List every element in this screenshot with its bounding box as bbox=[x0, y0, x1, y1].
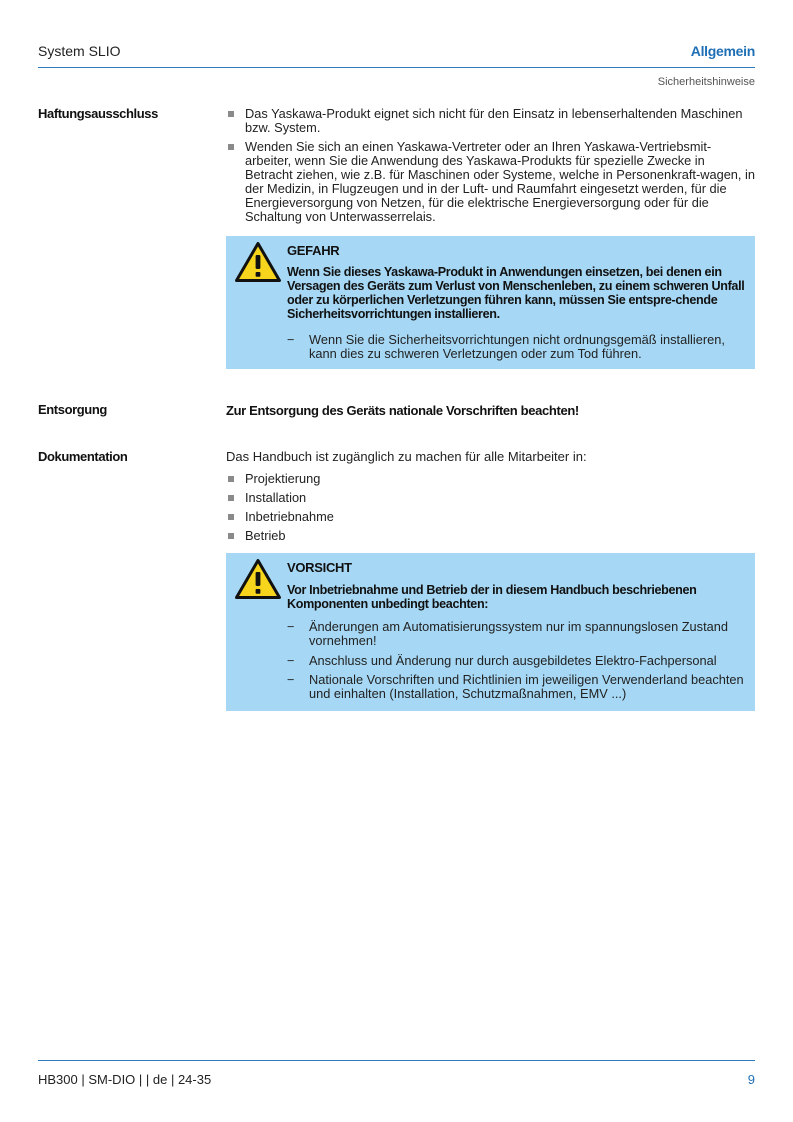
document-title: System SLIO bbox=[38, 43, 121, 59]
list-item-text: Betrieb bbox=[245, 528, 286, 543]
section-subtitle: Sicherheitshinweise bbox=[657, 76, 755, 88]
dash-item-text: Nationale Vorschriften und Richtlinien im jeweiligen Verwenderland beachten und einhalten (Installation, Schutzmaßnahmen, EMV ...) bbox=[309, 672, 744, 701]
disposal-label: Entsorgung bbox=[38, 402, 107, 417]
header-rule bbox=[38, 67, 755, 68]
chapter-title: Allgemein bbox=[690, 43, 755, 59]
danger-box bbox=[226, 236, 755, 369]
dash-item-text: Anschluss und Änderung nur durch ausgebildetes Elektro-Fachpersonal bbox=[309, 653, 717, 668]
list-item-text: Inbetriebnahme bbox=[245, 509, 334, 524]
disposal-text: Zur Entsorgung des Geräts nationale Vorschriften beachten! bbox=[226, 403, 579, 418]
bullet-square-icon bbox=[228, 533, 234, 539]
liability-label: Haftungsausschluss bbox=[38, 106, 158, 121]
list-item bbox=[226, 107, 755, 135]
documentation-bullets bbox=[226, 472, 755, 548]
dash-item-text: Wenn Sie die Sicherheitsvorrichtungen nicht ordnungsgemäß installieren, kann dies zu schweren Verletzungen oder zum Tod führen. bbox=[309, 332, 725, 361]
list-item-text: Projektierung bbox=[245, 471, 321, 486]
bullet-square-icon bbox=[228, 476, 234, 482]
documentation-intro: Das Handbuch ist zugänglich zu machen für alle Mitarbeiter in: bbox=[226, 449, 587, 464]
caution-statement: Vor Inbetriebnahme und Betrieb der in diesem Handbuch beschriebenen Komponenten unbedingt beachten: bbox=[287, 583, 697, 611]
list-item-text: Installation bbox=[245, 490, 307, 505]
danger-title: GEFAHR bbox=[287, 243, 340, 258]
footer-doc-id: HB300 | SM-DIO | | de | 24-35 bbox=[38, 1072, 212, 1087]
bullet-square-icon bbox=[228, 514, 234, 520]
bullet-square-icon bbox=[228, 495, 234, 501]
list-item bbox=[226, 472, 755, 486]
warning-triangle-icon bbox=[235, 242, 281, 282]
caution-item: − Anschluss und Änderung nur durch ausgebildetes Elektro-Fachpersonal bbox=[287, 654, 749, 668]
caution-item: − Nationale Vorschriften und Richtlinien im jeweiligen Verwenderland beachten und einhalten (Installation, Schutzmaßnahmen, EMV ...) bbox=[287, 673, 749, 701]
list-item bbox=[226, 140, 755, 224]
footer-rule bbox=[38, 1060, 755, 1061]
caution-item: − Änderungen am Automatisierungssystem nur im spannungslosen Zustand vornehmen! bbox=[287, 620, 749, 648]
documentation-label: Dokumentation bbox=[38, 449, 128, 464]
liability-bullets bbox=[226, 107, 755, 229]
list-item-text: Das Yaskawa-Produkt eignet sich nicht für den Einsatz in lebenserhaltenden Maschinen bzw. System. bbox=[245, 106, 743, 135]
dash-item-text: Änderungen am Automatisierungssystem nur im spannungslosen Zustand vornehmen! bbox=[309, 619, 728, 648]
page-number: 9 bbox=[747, 1072, 755, 1087]
list-item-text: Wenden Sie sich an einen Yaskawa-Vertreter oder an Ihren Yaskawa-Vertriebsmit-arbeiter, wenn Sie die Anwendung des Yaskawa-Produkts für spezielle Zwecke in Betracht ziehen, wie z.B. für Maschinen oder Systeme, welche in Personenkraft-wagen, in der Medizin, in Flugzeugen und in der Luft- und Raumfahrt eingesetzt werden, für die Energieversorgung von Netzen, für die elektrische Energieversorgung oder für die Schaltung von Unterwasserrelais. bbox=[245, 139, 755, 224]
caution-box bbox=[226, 553, 755, 711]
list-item bbox=[226, 529, 755, 543]
bullet-square-icon bbox=[228, 111, 234, 117]
list-item bbox=[226, 491, 755, 505]
list-item bbox=[226, 510, 755, 524]
danger-consequence: − Wenn Sie die Sicherheitsvorrichtungen nicht ordnungsgemäß installieren, kann dies zu schweren Verletzungen oder zum Tod führen. bbox=[287, 333, 749, 361]
bullet-square-icon bbox=[228, 144, 234, 150]
danger-statement: Wenn Sie dieses Yaskawa-Produkt in Anwendungen einsetzen, bei denen ein Versagen des Geräts zum Verlust von Menschenleben, zu einem schweren Unfall oder zu körperlichen Verletzungen führen kann, müssen Sie entspre-chende Sicherheitsvorrichtungen installieren. bbox=[287, 265, 745, 321]
warning-triangle-icon bbox=[235, 559, 281, 599]
caution-title: VORSICHT bbox=[287, 560, 352, 575]
